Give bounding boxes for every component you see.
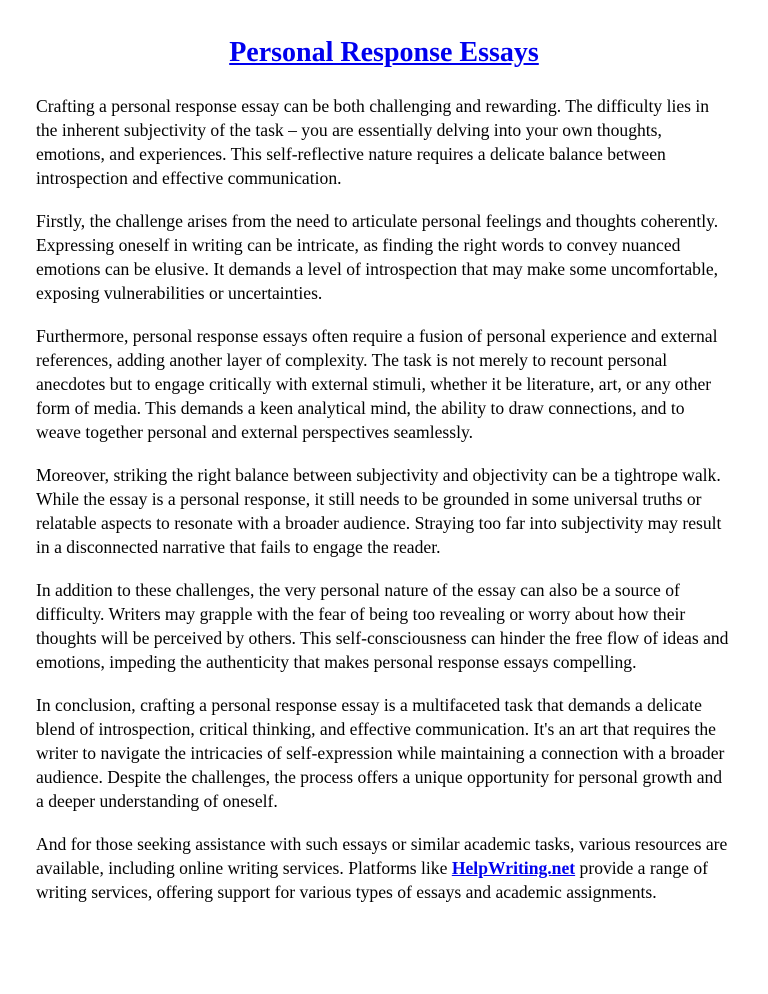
paragraph-in-addition: In addition to these challenges, the very personal nature of the essay can also be a source of difficulty. Writers may grapple with the fear of being too revealing or worry about how their thoughts will be perceived by others. This self-consciousness can hinder the free flow of ideas and emotions, impeding the authenticity that makes personal response essays compelling. [36, 580, 729, 672]
helpwriting-link[interactable]: HelpWriting.net [451, 858, 576, 878]
title-link[interactable]: Personal Response Essays [229, 37, 539, 68]
paragraph-conclusion: In conclusion, crafting a personal response essay is a multifaceted task that demands a delicate blend of introspection, critical thinking, and effective communication. It's an art that requires the writer to navigate the intricacies of self-expression while maintaining a connection with a broader audience. Despite the challenges, the process offers a unique opportunity for personal growth and a deeper understanding of oneself. [36, 695, 725, 811]
closing-text-before-link: And for those seeking assistance with such essays or similar academic tasks, various resources are available, including online writing services. Platforms like [36, 834, 728, 878]
paragraph-closing [36, 832, 732, 904]
paragraph-firstly: Firstly, the challenge arises from the need to articulate personal feelings and thoughts coherently. Expressing oneself in writing can be intricate, as finding the right words to convey nuanced emotions can be elusive. It demands a level of introspection that may make some uncomfortable, exposing vulnerabilities or uncertainties. [36, 211, 719, 303]
paragraph-moreover: Moreover, striking the right balance between subjectivity and objectivity can be a tightrope walk. While the essay is a personal response, it still needs to be grounded in some universal truths or relatable aspects to resonate with a broader audience. Straying too far into subjectivity may result in a disconnected narrative that fails to engage the reader. [36, 465, 722, 557]
closing-text-after-link: provide a range of writing services, offering support for various types of essays and academic assignments. [36, 858, 709, 902]
paragraph-furthermore: Furthermore, personal response essays often require a fusion of personal experience and external references, adding another layer of complexity. The task is not merely to recount personal anecdotes but to engage critically with external stimuli, whether it be literature, art, or any other form of media. This demands a keen analytical mind, the ability to draw connections, and to weave together personal and external perspectives seamlessly. [36, 326, 718, 442]
page-title [36, 36, 732, 70]
paragraph-intro: Crafting a personal response essay can be both challenging and rewarding. The difficulty lies in the inherent subjectivity of the task – you are essentially delving into your own thoughts, emotions, and experiences. This self-reflective nature requires a delicate balance between introspection and effective communication. [36, 96, 710, 188]
